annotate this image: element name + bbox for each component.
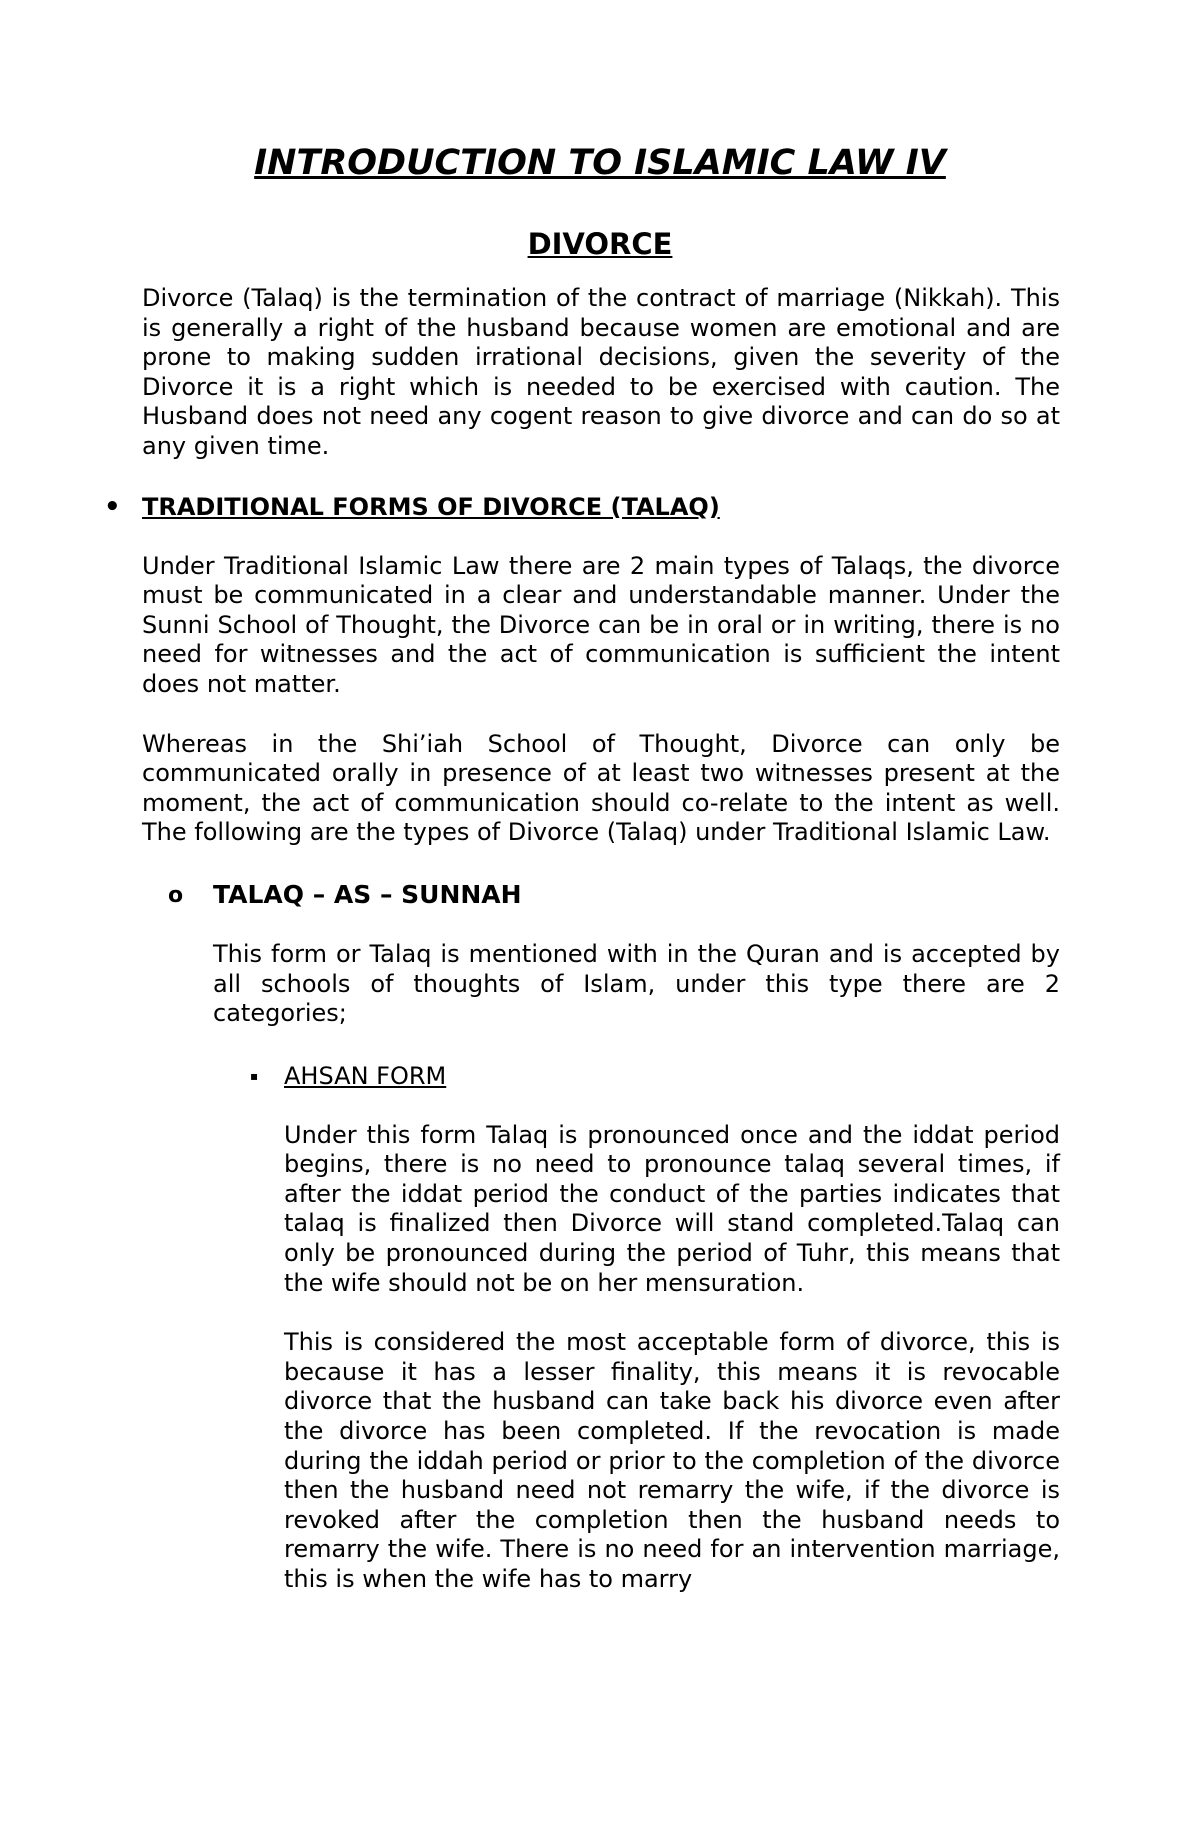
circle-bullet-icon: o bbox=[168, 882, 184, 908]
list-item-ahsan-form bbox=[250, 1061, 1200, 1091]
intro-paragraph: Divorce (Talaq) is the termination of the contract of marriage (Nikkah). This is generally a right of the husband because women are emotional and are prone to making sudden irrational decisions, given the severity of the Divorce it is a right which is needed to be exercised with caution. The Husband does not need any cogent reason to give divorce and can do so at any given time. bbox=[142, 284, 1060, 460]
traditional-forms-heading: TRADITIONAL FORMS OF DIVORCE (TALAQ) bbox=[142, 492, 720, 521]
traditional-forms-paragraph-2: Whereas in the Shi’iah School of Thought, Divorce can only be communicated orally in presence of at least two witnesses present at the moment, the act of communication should co-relate to the intent as well. The following are the types of Divorce (Talaq) under Traditional Islamic Law. bbox=[142, 729, 1060, 847]
ahsan-form-paragraph-1: Under this form Talaq is pronounced once and the iddat period begins, there is no need to pronounce talaq several times, if after the iddat period the conduct of the parties indicates that talaq is finalized then Divorce will stand completed.Talaq can only be pronounced during the period of Tuhr, this means that the wife should not be on her mensuration. bbox=[284, 1120, 1060, 1297]
list-item-traditional-forms bbox=[104, 491, 1200, 522]
square-bullet-icon: ▪ bbox=[250, 1068, 259, 1083]
ahsan-form-paragraph-2: This is considered the most acceptable form of divorce, this is because it has a lesser finality, this means it is revocable divorce that the husband can take back his divorce even after the divorce has been completed. If the revocation is made during the iddah period or prior to the completion of the divorce then the husband need not remarry the wife, if the divorce is revoked after the completion then the husband needs to remarry the wife. There is no need for an intervention marriage, this is when the wife has to marry bbox=[284, 1328, 1060, 1593]
talaq-as-sunnah-heading: TALAQ – AS – SUNNAH bbox=[213, 879, 522, 909]
section-heading-divorce: DIVORCE bbox=[527, 227, 673, 261]
list-item-talaq-as-sunnah bbox=[168, 879, 1200, 910]
bullet-icon: • bbox=[104, 491, 121, 522]
ahsan-form-heading: AHSAN FORM bbox=[284, 1061, 447, 1090]
traditional-forms-paragraph-1: Under Traditional Islamic Law there are 2 main types of Talaqs, the divorce must be communicated in a clear and understandable manner. Under the Sunni School of Thought, the Divorce can be in oral or in writing, there is no need for witnesses and the act of communication is sufficient the intent does not matter. bbox=[142, 551, 1060, 698]
talaq-as-sunnah-paragraph: This form or Talaq is mentioned with in the Quran and is accepted by all schools of thoughts of Islam, under this type there are 2 categories; bbox=[213, 939, 1060, 1028]
document-title: INTRODUCTION TO ISLAMIC LAW IV bbox=[254, 143, 946, 183]
